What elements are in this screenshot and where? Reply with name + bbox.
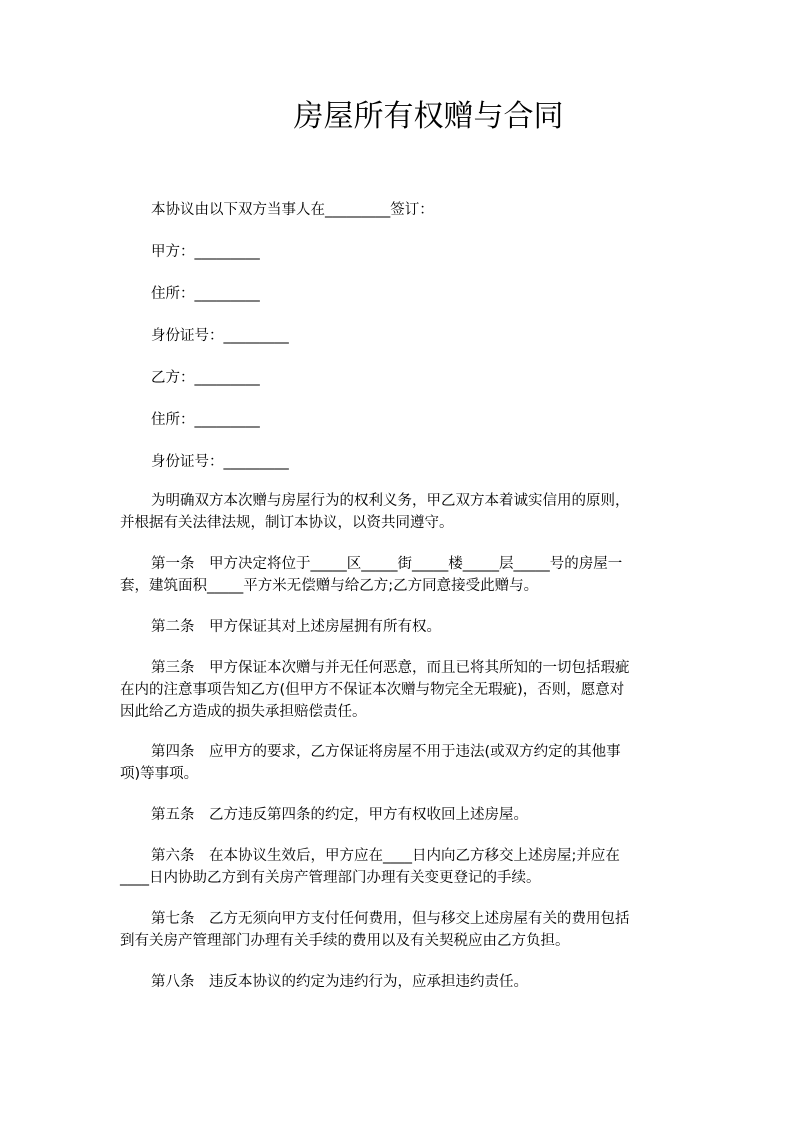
party-a-id: 身份证号：_________ bbox=[151, 328, 289, 344]
article-3-line-1: 第三条 甲方保证本次赠与并无任何恶意，而且已将其所知的一切包括瑕疵 bbox=[151, 660, 630, 676]
party-b-name: 乙方：_________ bbox=[151, 370, 260, 386]
party-a-name: 甲方：_________ bbox=[151, 244, 260, 260]
preamble-line-2: 并根据有关法律法规，制订本协议，以资共同遵守。 bbox=[120, 515, 454, 531]
document-title: 房屋所有权赠与合同 bbox=[293, 99, 564, 134]
article-4-line-1: 第四条 应甲方的要求，乙方保证将房屋不用于违法(或双方约定的其他事 bbox=[151, 744, 621, 760]
party-b-id: 身份证号：_________ bbox=[151, 454, 289, 470]
article-5: 第五条 乙方违反第四条的约定，甲方有权收回上述房屋。 bbox=[151, 807, 528, 823]
article-1-line-2: 套，建筑面积_____平方米无偿赠与给乙方;乙方同意接受此赠与。 bbox=[120, 578, 539, 594]
article-6-line-2: ____日内协助乙方到有关房产管理部门办理有关变更登记的手续。 bbox=[120, 870, 541, 886]
party-a-address: 住所：_________ bbox=[151, 286, 260, 302]
party-b-address: 住所：_________ bbox=[151, 412, 260, 428]
article-4-line-2: 项)等事项。 bbox=[120, 766, 199, 782]
article-2: 第二条 甲方保证其对上述房屋拥有所有权。 bbox=[151, 619, 441, 635]
article-1-line-1: 第一条 甲方决定将位于_____区_____街_____楼_____层_____号的房屋一 bbox=[151, 556, 623, 572]
article-8: 第八条 违反本协议的约定为违约行为，应承担违约责任。 bbox=[151, 974, 528, 990]
article-3-line-3: 因此给乙方造成的损失承担赔偿责任。 bbox=[120, 704, 367, 720]
article-7-line-2: 到有关房产管理部门办理有关手续的费用以及有关契税应由乙方负担。 bbox=[120, 933, 570, 949]
article-6-line-1: 第六条 在本协议生效后，甲方应在____日内向乙方移交上述房屋;并应在 bbox=[151, 848, 620, 864]
preamble-line-1: 为明确双方本次赠与房屋行为的权利义务，甲乙双方本着诚实信用的原则， bbox=[151, 493, 630, 509]
article-3-line-2: 在内的注意事项告知乙方(但甲方不保证本次赠与物完全无瑕疵)，否则，愿意对 bbox=[120, 682, 625, 698]
article-7-line-1: 第七条 乙方无须向甲方支付任何费用，但与移交上述房屋有关的费用包括 bbox=[151, 911, 630, 927]
intro-line: 本协议由以下双方当事人在_________签订： bbox=[151, 202, 434, 218]
